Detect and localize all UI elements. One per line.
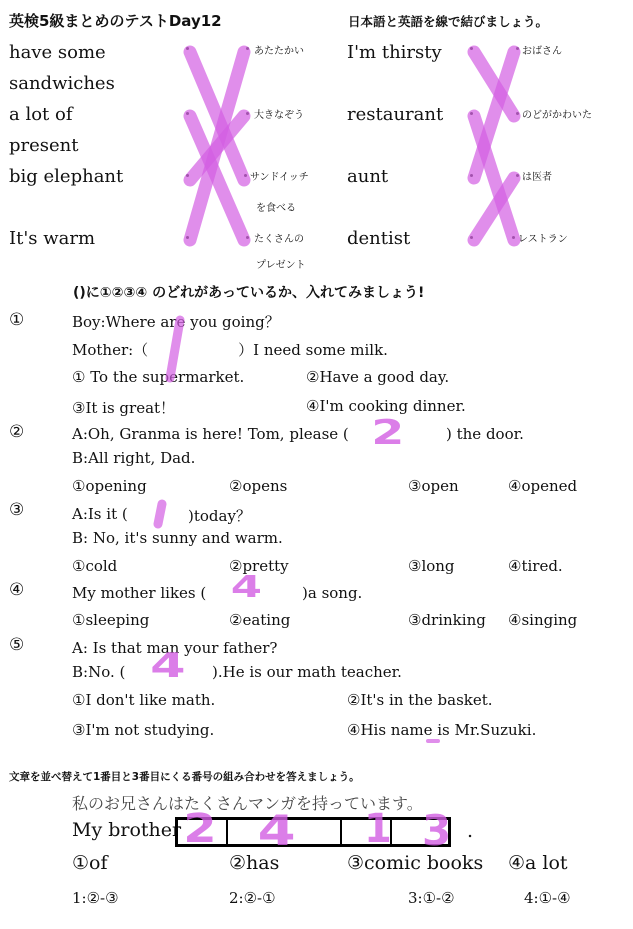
match-dot <box>516 47 519 50</box>
q1-option-3: ③It is great！ <box>72 399 176 417</box>
left-english-4: present <box>9 135 79 156</box>
q4-option-2: ②eating <box>229 611 291 629</box>
q1-option-1: ① To the supermarket. <box>72 368 245 386</box>
q1-option-4: ④I'm cooking dinner. <box>306 397 466 415</box>
match-dot <box>186 112 189 115</box>
match-dot <box>186 236 189 239</box>
reorder-handwritten-4: 3 <box>422 806 452 855</box>
answer-option-2: 2:②-① <box>229 889 276 907</box>
choice-2: ②has <box>229 852 280 874</box>
question-number: ① <box>9 310 25 330</box>
choice-3: ③comic books <box>347 852 484 874</box>
q2-option-3: ③open <box>408 477 459 495</box>
match-dot <box>244 174 247 177</box>
q5-line2b: ).He is our math teacher. <box>212 663 402 681</box>
left-japanese-2: 大きなぞう <box>254 110 304 121</box>
reorder-prefix: My brother <box>72 819 182 841</box>
right-japanese-3: は医者 <box>522 172 552 183</box>
match-dot <box>516 112 519 115</box>
right-english-1: I'm thirsty <box>347 42 442 63</box>
left-english-1: have some <box>9 42 106 63</box>
left-japanese-6: プレゼント <box>256 260 306 271</box>
q2-option-2: ②opens <box>229 477 288 495</box>
question-number: ⑤ <box>9 635 25 655</box>
right-english-2: restaurant <box>347 104 444 125</box>
left-english-2: sandwiches <box>9 73 115 94</box>
q5-option-3: ③I'm not studying. <box>72 721 215 739</box>
left-english-5: big elephant <box>9 166 124 187</box>
left-japanese-5: たくさんの <box>254 234 304 245</box>
q5-option-1: ①I don't like math. <box>72 691 216 709</box>
reorder-period: . <box>467 820 474 842</box>
match-dot <box>470 174 473 177</box>
q2-line2: B:All right, Dad. <box>72 449 196 467</box>
reorder-handwritten-3: 1 <box>364 806 392 852</box>
q5-handwritten-answer: 4 <box>150 646 186 686</box>
match-dot <box>246 112 249 115</box>
q3-option-3: ③long <box>408 557 455 575</box>
q5-line1: A: Is that man your father? <box>72 639 278 657</box>
match-dot <box>246 236 249 239</box>
match-dot <box>470 112 473 115</box>
q5-option-2: ②It's in the basket. <box>347 691 493 709</box>
right-japanese-1: おばさん <box>522 46 562 57</box>
q4-line1b: )a song. <box>302 584 363 602</box>
reorder-japanese-sentence: 私のお兄さんはたくさんマンガを持っています。 <box>72 794 423 813</box>
fill-in-instruction: ()に①②③④ のどれがあっているか、入れてみましょう! <box>73 285 425 301</box>
q4-line1a: My mother likes ( <box>72 584 207 602</box>
q1-line2: Mother:（ ）I need some milk. <box>72 341 388 359</box>
left-japanese-4: を食べる <box>256 203 296 214</box>
q3-option-2: ②pretty <box>229 557 289 575</box>
q2-option-1: ①opening <box>72 477 147 495</box>
q4-option-4: ④singing <box>508 611 578 629</box>
left-japanese-3: サンドイッチ <box>250 172 309 183</box>
left-japanese-1: あたたかい <box>254 46 304 57</box>
reorder-handwritten-2: 4 <box>257 806 296 855</box>
q1-line1: Boy:Where are you going？ <box>72 313 280 331</box>
worksheet-title: 英検5級まとめのテストDay12 <box>9 12 222 30</box>
q4-handwritten-answer: 4 <box>230 570 263 605</box>
answer-option-3: 3:①-② <box>408 889 455 907</box>
question-number: ② <box>9 422 25 442</box>
q5-line2a: B:No. ( <box>72 663 126 681</box>
q5-option-4: ④His name is Mr.Suzuki. <box>347 721 537 739</box>
match-dot <box>470 236 473 239</box>
question-number: ③ <box>9 500 25 520</box>
q2-line1a: A:Oh, Granma is here! Tom, please ( <box>72 425 349 443</box>
answer-option-1: 1:②-③ <box>72 889 119 907</box>
q4-option-1: ①sleeping <box>72 611 150 629</box>
right-japanese-4: レストラン <box>518 234 568 245</box>
q3-line1b: )today？ <box>188 507 251 525</box>
q3-line1a: A:Is it ( <box>72 505 128 523</box>
q3-line2: B: No, it's sunny and warm. <box>72 529 283 547</box>
left-english-6: It's warm <box>9 228 96 249</box>
choice-4: ④a lot <box>508 852 568 874</box>
q3-option-1: ①cold <box>72 557 118 575</box>
reorder-instruction: 文章を並べ替えて1番目と3番目にくる番号の組み合わせを答えましょう。 <box>9 771 360 783</box>
left-english-3: a lot of <box>9 104 73 125</box>
match-dot <box>246 47 249 50</box>
match-dot <box>186 174 189 177</box>
question-number: ④ <box>9 580 25 600</box>
answer-option-4: 4:①-④ <box>524 889 571 907</box>
q2-handwritten-answer: 2 <box>371 413 405 453</box>
right-japanese-2: のどがかわいた <box>522 110 592 121</box>
q2-line1b: ) the door. <box>446 425 524 443</box>
right-english-3: aunt <box>347 166 389 187</box>
match-dot <box>516 174 519 177</box>
q1-option-2: ②Have a good day. <box>306 368 450 386</box>
reorder-handwritten-1: 2 <box>183 806 217 852</box>
q2-option-4: ④opened <box>508 477 578 495</box>
match-dot <box>186 47 189 50</box>
choice-1: ①of <box>72 852 108 874</box>
match-dot <box>470 47 473 50</box>
matching-instruction: 日本語と英語を線で結びましょう。 <box>348 14 549 29</box>
q3-option-4: ④tired. <box>508 557 563 575</box>
q4-option-3: ③drinking <box>408 611 486 629</box>
match-dot <box>512 236 515 239</box>
right-english-4: dentist <box>347 228 411 249</box>
